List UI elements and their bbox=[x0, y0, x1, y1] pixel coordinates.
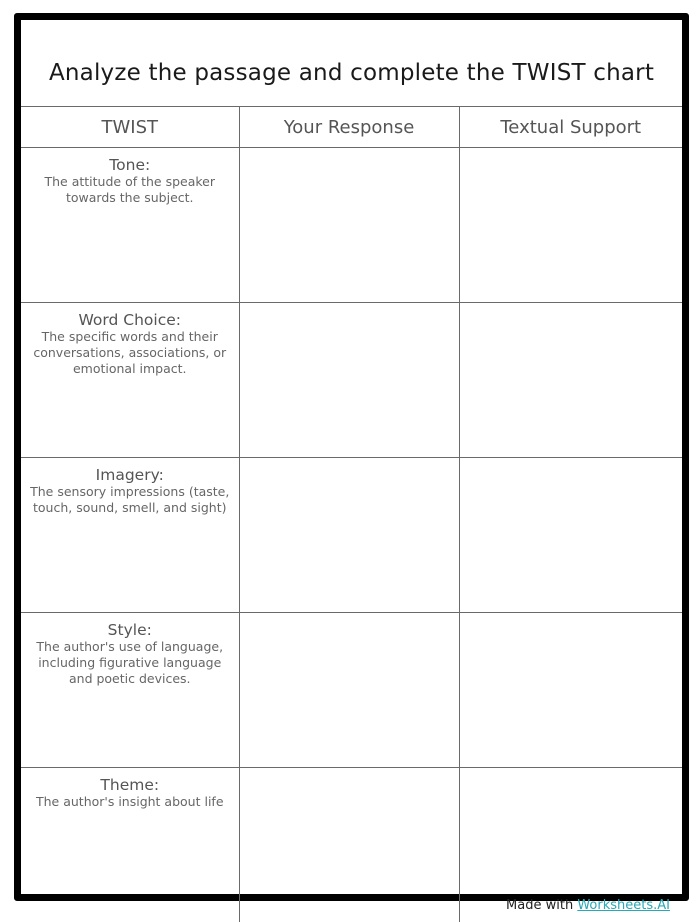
term-label: Style: bbox=[21, 621, 239, 639]
term-cell bbox=[21, 458, 239, 613]
table-header-row bbox=[21, 107, 682, 148]
table-row-style bbox=[21, 613, 682, 768]
response-cell[interactable] bbox=[239, 148, 459, 303]
term-description: The author's use of language, including figurative language and poetic devices. bbox=[21, 639, 239, 687]
worksheets-ai-link[interactable]: Worksheets.AI bbox=[577, 898, 670, 913]
worksheet-page bbox=[14, 13, 689, 901]
term-cell bbox=[21, 768, 239, 922]
response-cell[interactable] bbox=[239, 458, 459, 613]
twist-chart-table bbox=[21, 106, 682, 922]
term-label: Theme: bbox=[21, 776, 239, 794]
response-cell[interactable] bbox=[239, 768, 459, 922]
table-row-theme bbox=[21, 768, 682, 922]
table-row-tone bbox=[21, 148, 682, 303]
response-cell[interactable] bbox=[239, 613, 459, 768]
term-label: Word Choice: bbox=[21, 311, 239, 329]
column-header-your-response: Your Response bbox=[239, 107, 459, 148]
term-description: The sensory impressions (taste, touch, sound, smell, and sight) bbox=[21, 484, 239, 516]
term-label: Imagery: bbox=[21, 466, 239, 484]
worksheet-title: Analyze the passage and complete the TWIST chart bbox=[21, 60, 682, 86]
term-cell bbox=[21, 148, 239, 303]
watermark-prefix: Made with bbox=[506, 898, 577, 913]
textual-support-cell[interactable] bbox=[459, 303, 682, 458]
textual-support-cell[interactable] bbox=[459, 768, 682, 922]
textual-support-cell[interactable] bbox=[459, 458, 682, 613]
column-header-twist: TWIST bbox=[21, 107, 239, 148]
table-row-word-choice bbox=[21, 303, 682, 458]
textual-support-cell[interactable] bbox=[459, 148, 682, 303]
column-header-textual-support: Textual Support bbox=[459, 107, 682, 148]
table-row-imagery bbox=[21, 458, 682, 613]
term-description: The author's insight about life bbox=[21, 794, 239, 810]
term-description: The specific words and their conversations, associations, or emotional impact. bbox=[21, 329, 239, 377]
term-description: The attitude of the speaker towards the subject. bbox=[21, 174, 239, 206]
term-label: Tone: bbox=[21, 156, 239, 174]
response-cell[interactable] bbox=[239, 303, 459, 458]
term-cell bbox=[21, 613, 239, 768]
term-cell bbox=[21, 303, 239, 458]
textual-support-cell[interactable] bbox=[459, 613, 682, 768]
